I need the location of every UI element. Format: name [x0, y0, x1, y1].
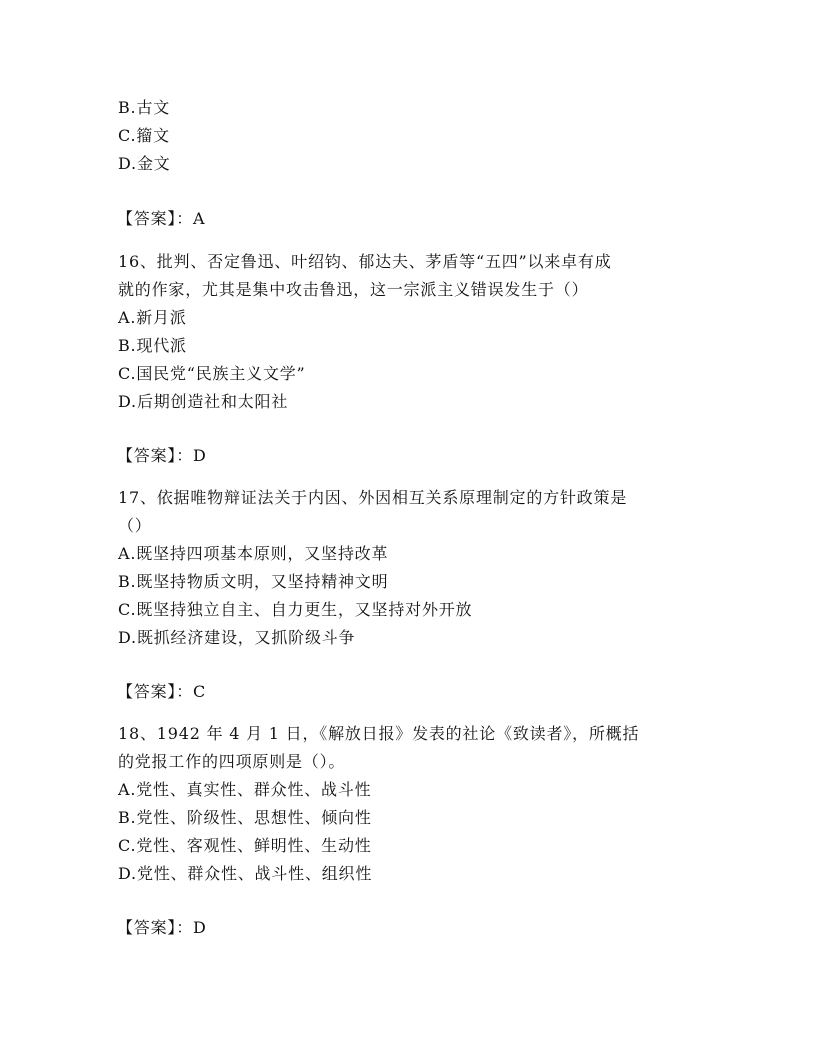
question-17-line-1: 17、依据唯物辩证法关于内因、外因相互关系原理制定的方针政策是 [118, 488, 628, 507]
option-b-prev: B.古文 [118, 98, 171, 117]
question-17-option-d: D.既抓经济建设，又抓阶级斗争 [118, 628, 356, 647]
option-d-prev: D.金文 [118, 154, 171, 173]
question-18-option-a: A.党性、真实性、群众性、战斗性 [118, 780, 372, 799]
question-17-option-c: C.既坚持独立自主、自力更生，又坚持对外开放 [118, 600, 473, 619]
question-18-option-c: C.党性、客观性、鲜明性、生动性 [118, 836, 372, 855]
question-18-line-1: 18、1942 年 4 月 1 日，《解放日报》发表的社论《致读者》，所概括 [118, 724, 640, 743]
answer-prev: 【答案】：A [117, 209, 206, 228]
question-18-line-2: 的党报工作的四项原则是（）。 [118, 752, 346, 771]
question-17-answer: 【答案】：C [117, 682, 207, 701]
question-17-option-a: A.既坚持四项基本原则，又坚持改革 [118, 544, 389, 563]
question-16-answer: 【答案】：D [117, 446, 207, 465]
option-c-prev: C.籀文 [118, 126, 170, 145]
question-17-line-2: （） [118, 516, 152, 535]
question-16-option-b: B.现代派 [118, 336, 187, 355]
question-16-line-2: 就的作家，尤其是集中攻击鲁迅，这一宗派主义错误发生于（） [118, 280, 589, 299]
question-16-line-1: 16、批判、否定鲁迅、叶绍钧、郁达夫、茅盾等“五四”以来卓有成 [118, 252, 612, 271]
question-16-option-d: D.后期创造社和太阳社 [118, 392, 289, 411]
question-18-answer: 【答案】：D [117, 918, 207, 937]
question-16-option-a: A.新月派 [118, 308, 187, 327]
question-17-option-b: B.既坚持物质文明，又坚持精神文明 [118, 572, 389, 591]
question-18-option-b: B.党性、阶级性、思想性、倾向性 [118, 808, 372, 827]
question-18-option-d: D.党性、群众性、战斗性、组织性 [118, 864, 373, 883]
question-16-option-c: C.国民党“民族主义文学” [118, 364, 306, 383]
